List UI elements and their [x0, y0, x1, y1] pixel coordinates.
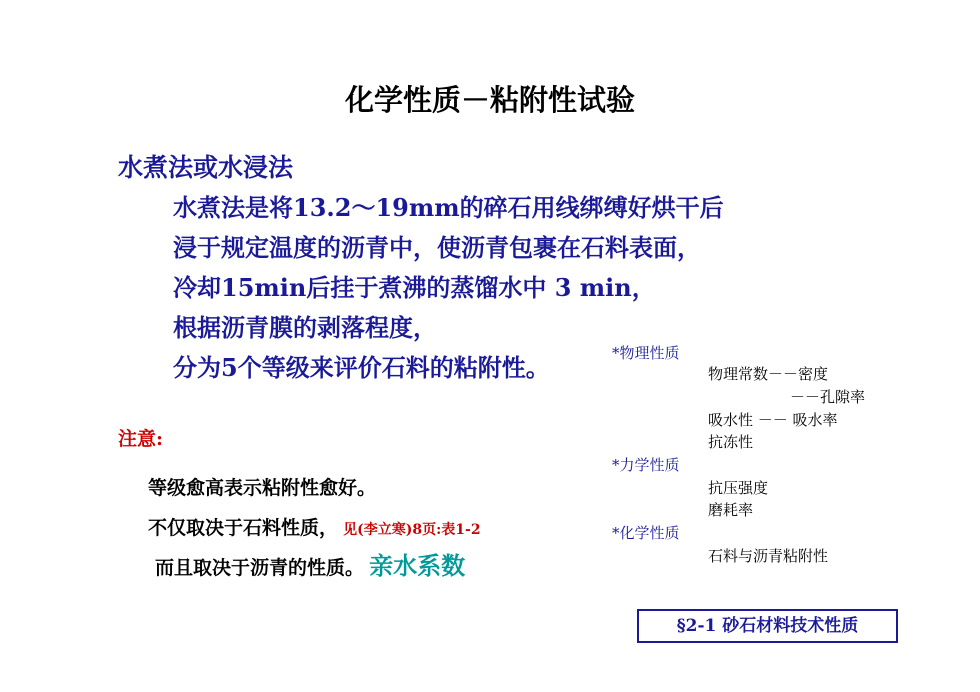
- physical-item: 抗冻性: [708, 433, 754, 451]
- section-footer: §2-1 砂石材料技术性质: [637, 609, 898, 643]
- physical-item: －－孔隙率: [790, 388, 866, 406]
- note-label: 注意:: [118, 428, 164, 450]
- paragraph-line: 分为5个等级来评价石料的粘附性。: [173, 353, 550, 382]
- mechanical-item: 磨耗率: [708, 501, 754, 519]
- reference-citation: 见(李立寒)8页:表1-2: [343, 522, 481, 538]
- mechanical-item: 抗压强度: [708, 479, 769, 497]
- note-line-3: [155, 546, 465, 581]
- note-line-1: 等级愈高表示粘附性愈好。: [148, 477, 377, 499]
- note-line-2: [148, 513, 481, 540]
- physical-properties-label: *物理性质: [612, 344, 680, 362]
- paragraph-line: 冷却15min后挂于煮沸的蒸馏水中 3 min，: [173, 273, 656, 302]
- hydrophilic-coefficient: 亲水系数: [369, 551, 466, 580]
- note-line-2-text: 不仅取决于石料性质，: [148, 517, 339, 539]
- physical-item: 吸水性 －－ 吸水率: [708, 411, 838, 429]
- paragraph-line: 水煮法是将13.2～19mm的碎石用线绑缚好烘干后: [173, 193, 724, 222]
- paragraph-line: 浸于规定温度的沥青中，使沥青包裹在石料表面，: [173, 233, 701, 262]
- chemical-item: 石料与沥青粘附性: [708, 547, 829, 565]
- chemical-properties-label: *化学性质: [612, 524, 680, 542]
- page-title: 化学性质－粘附性试验: [344, 83, 635, 117]
- physical-item: 物理常数－－密度: [708, 365, 829, 383]
- paragraph-line: 根据沥青膜的剥落程度，: [173, 313, 437, 342]
- section-heading: 水煮法或水浸法: [118, 153, 294, 182]
- mechanical-properties-label: *力学性质: [612, 456, 680, 474]
- note-line-3-text: 而且取决于沥青的性质。: [155, 557, 365, 579]
